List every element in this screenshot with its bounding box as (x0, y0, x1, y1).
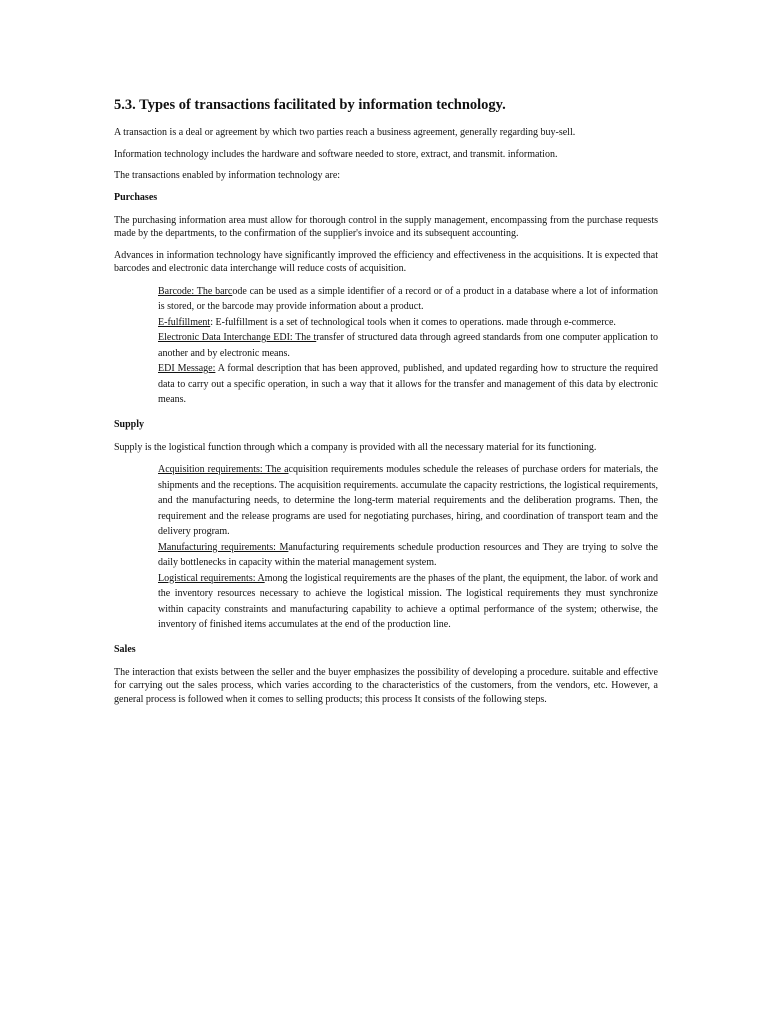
purchases-paragraph-2: Advances in information technology have significantly improved the efficiency and effectiveness in the acquisitions. It is expected that barcodes and electronic data interchange will reduce costs of acquisition. (114, 249, 658, 274)
purchases-list (114, 284, 658, 408)
document-page (114, 96, 658, 714)
list-item-term: Barcode: The barc (158, 285, 233, 297)
list-item-text: ode can be used as a simple identifier of a record or of a product in a database where a lot of information is stored, or the barcode may provide information about a product. (158, 285, 658, 312)
list-item-text: A formal description that has been approved, published, and updated regarding how to structure the required data to carry out a specific operation, in such a way that it allows for the transfer and management of this data by electronic means. (158, 363, 658, 405)
purchases-paragraph-1: The purchasing information area must allow for thorough control in the supply management, encompassing from the purchase requests made by the departments, to the confirmation of the supplier's invoice and its subsequent accounting. (114, 214, 658, 239)
list-item (114, 540, 658, 571)
list-item-term: E-fulfillment (158, 316, 211, 328)
purchases-heading: Purchases (114, 191, 158, 203)
intro-paragraph-3: The transactions enabled by information technology are: (114, 170, 341, 181)
list-item-text: anufacturing requirements schedule production resources and They are trying to solve the daily bottlenecks in capacity within the material management system. (158, 541, 658, 568)
list-item (114, 571, 658, 633)
sales-paragraph-1: The interaction that exists between the seller and the buyer emphasizes the possibility of developing a procedure. suitable and effective for carrying out the sales process, which varies according to the characteristics of the customers, from the vendors, etc. However, a general process is followed when it comes to selling products; this process It consists of the following steps. (114, 666, 658, 705)
list-item-term: Electronic Data Interchange EDI: The t (158, 332, 317, 343)
section-title: 5.3. Types of transactions facilitated by information technology. (114, 97, 506, 113)
list-item-term: EDI Message: (158, 363, 216, 374)
supply-list (114, 462, 658, 633)
sales-heading: Sales (114, 643, 136, 655)
supply-paragraph-1: Supply is the logistical function through which a company is provided with all the necessary material for its functioning. (114, 441, 597, 453)
list-item (114, 462, 658, 540)
list-item-text: ransfer of structured data through agreed standards from one computer application to another and by electronic means. (158, 332, 658, 359)
intro-paragraph-2: Information technology includes the hardware and software needed to store, extract, and transmit. information. (114, 148, 558, 160)
list-item (114, 315, 658, 331)
list-item-term: Manufacturing requirements: M (158, 541, 289, 553)
supply-heading: Supply (114, 418, 145, 430)
intro-paragraph-1: A transaction is a deal or agreement by which two parties reach a business agreement, generally regarding buy-sell. (114, 127, 576, 138)
list-item-term: Logistical requirements: A (158, 572, 265, 584)
list-item (114, 284, 658, 315)
list-item-text: mong the logistical requirements are the phases of the plant, the equipment, the labor. of work and the inventory resources necessary to achieve the logistical mission. The logistical requirements they must synchronize within capacity constraints and manufacturing capability to achieve a optimal performance of the system; otherwise, the inventory of finished items accumulates at the end of the production line. (158, 572, 658, 630)
list-item-text: cquisition requirements modules schedule the releases of purchase orders for materials, the shipments and the receptions. The acquisition requirements. accumulate the capacity restrictions, the logistical requirements, and the manufacturing needs, to determine the long-term material requirements and the deliberation programs. Then, the requirement and the release programs are used for negotiating purchases, hiring, and coordination of transport team and the delivery program. (158, 464, 659, 537)
list-item-term: Acquisition requirements: The a (158, 464, 289, 475)
list-item-text: : E-fulfillment is a set of technological tools when it comes to operations. made through e-commerce. (210, 316, 616, 328)
list-item (114, 330, 658, 361)
list-item (114, 361, 658, 408)
